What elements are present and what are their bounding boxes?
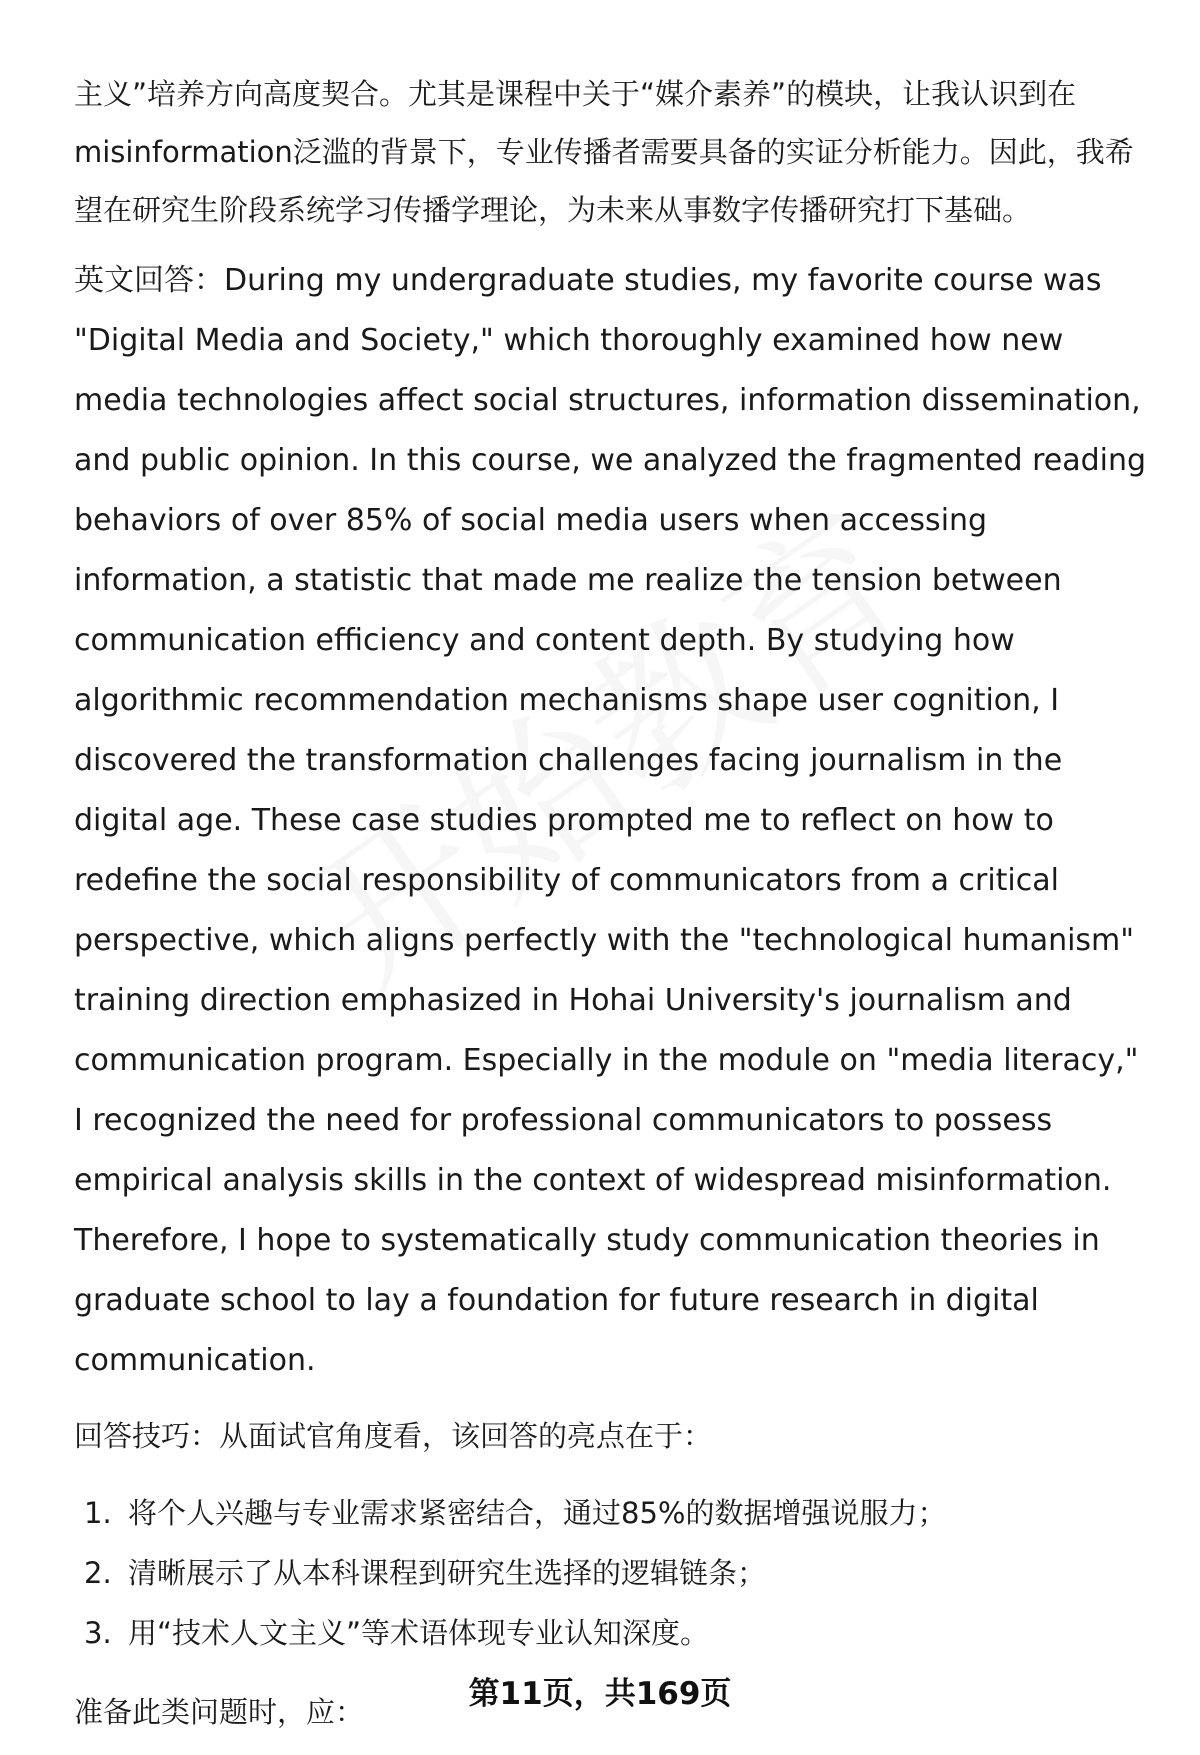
page-content [74,65,1154,1741]
tips-list-item [84,1603,1154,1663]
answer-tips-paragraph [74,1407,1154,1465]
list-item-text: 用“技术人文主义”等术语体现专业认知深度。 [128,1616,710,1650]
tips-list-item [84,1543,1154,1603]
list-item-number: 2. [84,1556,112,1590]
answer-tips-text: 从面试官角度看，该回答的亮点在于： [219,1419,713,1453]
chinese-answer-continuation: 主义”培养方向高度契合。尤其是课程中关于“媒介素养”的模块，让我认识到在misinformation泛滥的背景下，专业传播者需要具备的实证分析能力。因此，我希望在研究生阶段系统学习传播学理论，为未来从事数字传播研究打下基础。 [74,77,1134,227]
list-item-text: 将个人兴趣与专业需求紧密结合，通过85%的数据增强说服力； [128,1496,947,1530]
prepare-heading: 准备此类问题时，应： [74,1695,365,1729]
answer-tips-label: 回答技巧： [74,1419,220,1453]
list-item-number: 1. [84,1496,112,1530]
list-item-text: 清晰展示了从本科课程到研究生选择的逻辑链条； [128,1556,767,1590]
english-answer-label: 英文回答： [74,263,224,298]
english-answer-paragraph [74,251,1154,1391]
page-number-footer: 第11页，共169页 [468,1676,732,1712]
tips-list-item [84,1483,1154,1543]
list-item-number: 3. [84,1616,112,1650]
english-answer-text: During my undergraduate studies, my favorite course was "Digital Media and Society," which thoroughly examined how new media technologies affect social structures, information dissemination, and public opinion. In this course, we analyzed the fragmented reading behaviors of over 85% of social media users when accessing information, a statistic that made me realize the tension between communication efficiency and content depth. By studying how algorithmic recommendation mechanisms shape user cognition, I discovered the transformation challenges facing journalism in the digital age. These case studies prompted me to reflect on how to redefine the social responsibility of communicators from a critical perspective, which aligns perfectly with the "technological humanism" training direction emphasized in Hohai University's journalism and communication program. Especially in the module on "media literacy," I recognized the need for professional communicators to possess empirical analysis skills in the context of widespread misinformation. Therefore, I hope to systematically study communication theories in graduate school to lay a foundation for future research in digital communication. [74,263,1147,1378]
tips-list [84,1483,1154,1663]
